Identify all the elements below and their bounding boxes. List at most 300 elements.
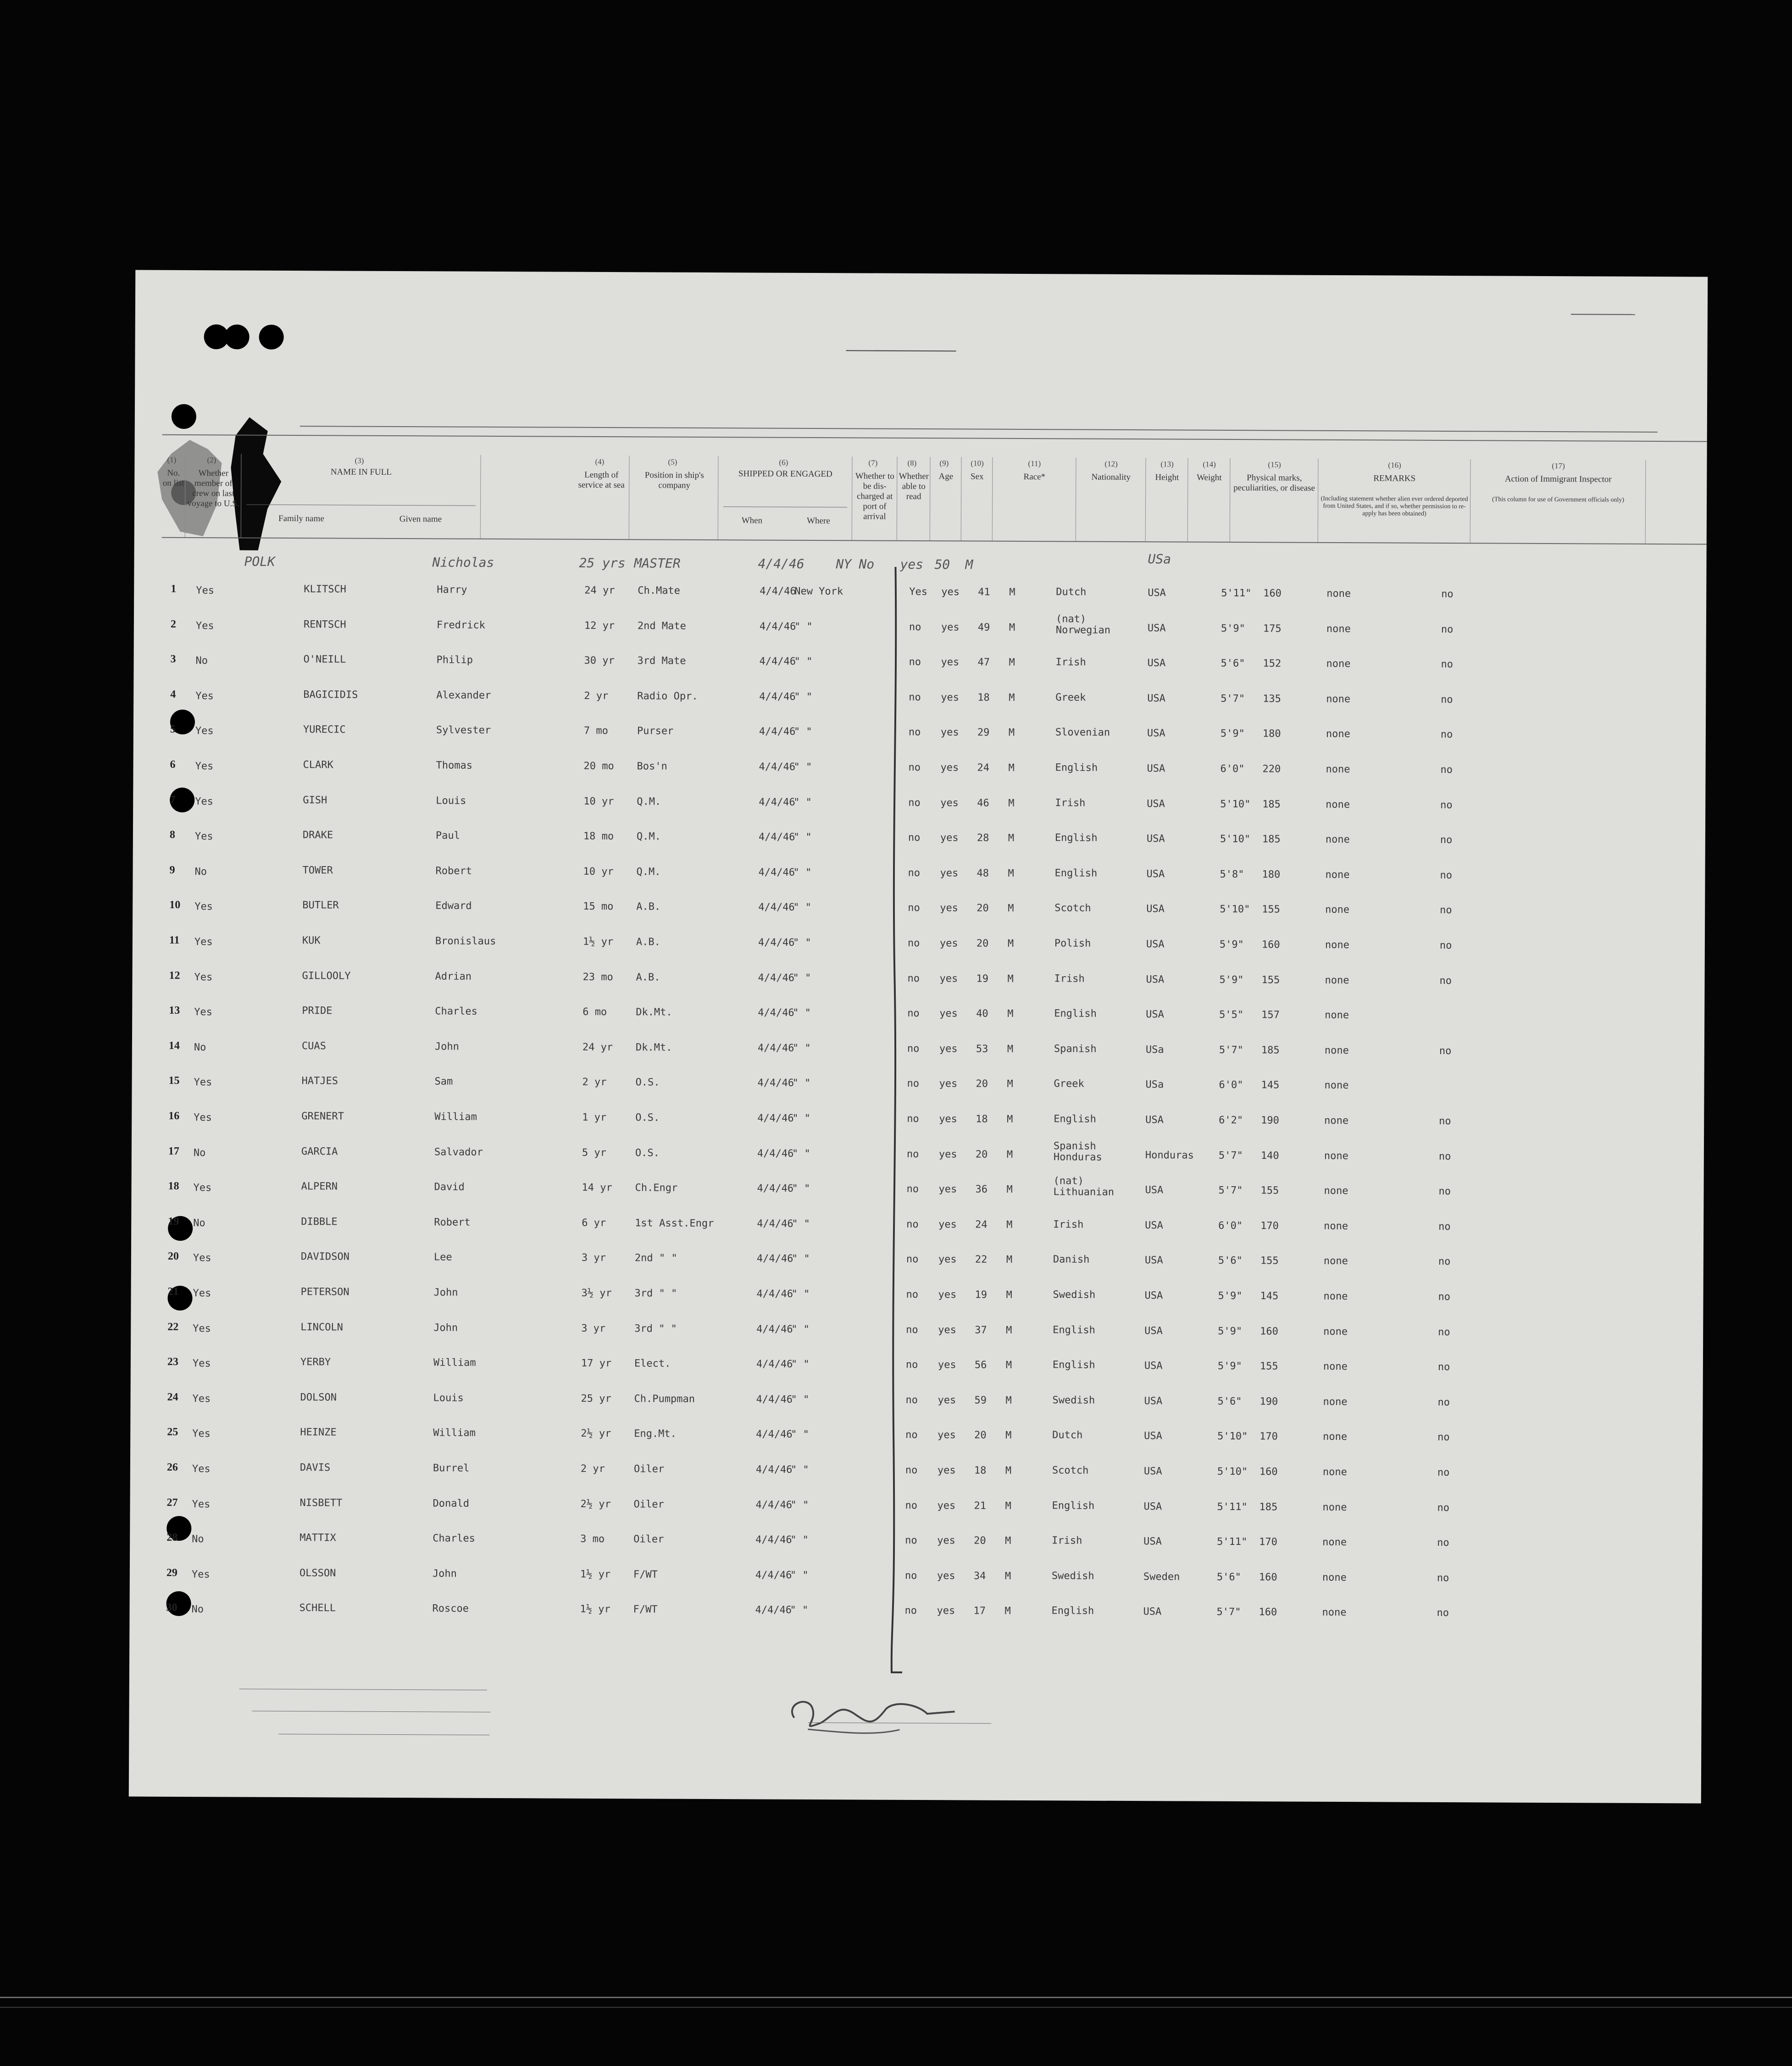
shipped-when: 4/4/46 [757,1218,793,1230]
given-name: Roscoe [432,1603,469,1615]
remarks: no [1440,834,1453,846]
discharged: no [908,761,921,774]
position: O.S. [635,1112,660,1124]
nationality: USA [1146,1009,1165,1021]
nationality: USA [1143,1501,1162,1513]
position: Q.M. [636,866,661,878]
race: Danish [1053,1254,1090,1266]
length-of-service: 24 yr [582,1041,613,1054]
weight: 160 [1259,1572,1277,1583]
physical-marks: none [1326,763,1350,776]
able-to-read: yes [939,1008,958,1020]
shipped-where: " " [792,1077,811,1089]
age: 36 [975,1183,988,1195]
remarks: no [1438,1291,1451,1303]
physical-marks: none [1325,833,1350,846]
remarks: no [1438,1326,1450,1338]
physical-marks: none [1322,1501,1347,1514]
weight: 180 [1262,869,1281,881]
family-name: PETERSON [300,1286,350,1298]
column-header: Action of Immigrant Inspector [1504,474,1612,484]
shipped-where: " " [793,866,812,878]
nationality: USA [1148,587,1166,599]
crew-last-voyage: Yes [195,725,214,737]
remarks: no [1440,869,1453,882]
physical-marks: none [1325,869,1350,881]
length-of-service: 17 yr [581,1357,612,1370]
physical-marks: none [1323,1431,1348,1443]
given-name: Alexander [436,689,491,701]
given-name: John [433,1322,458,1334]
position: 1st Asst.Engr [635,1217,714,1230]
film-stripe [0,1997,1792,1998]
weight: 190 [1261,1115,1280,1127]
age: 19 [975,1289,988,1301]
physical-marks: none [1324,1150,1348,1162]
discharged: Yes [909,586,928,598]
crew-last-voyage: Yes [191,1569,210,1581]
remarks: no [1441,658,1454,671]
age: 20 [976,1078,988,1090]
shipped-where: " " [793,726,812,738]
shipped-where: " " [793,937,811,949]
nationality: USA [1147,798,1165,810]
shipped-when: 4/4/46 [760,585,796,597]
race: Polish [1054,938,1091,950]
shipped-when: 4/4/46 [758,831,795,843]
nationality: USA [1146,833,1165,845]
position: Radio Opr. [637,690,698,702]
row-number: 14 [168,1039,180,1052]
length-of-service: 25 yr [581,1393,611,1405]
sex: M [1008,797,1015,809]
sex: M [1008,902,1014,914]
height: 5'10" [1217,1466,1248,1478]
length-of-service: 1½ yr [580,1603,610,1616]
shipped-where: " " [791,1394,810,1405]
family-name: TOWER [302,865,333,877]
nationality: USA [1144,1430,1163,1442]
row-number: 6 [170,758,176,771]
given-name: Fredrick [436,619,485,631]
weight: 175 [1263,623,1282,635]
given-name: William [433,1357,476,1369]
discharged: no [907,937,920,950]
row-number: 26 [166,1461,178,1473]
height: 5'11" [1217,1536,1248,1548]
row-number: 17 [168,1145,179,1157]
given-name: Donald [433,1498,470,1510]
nationality: USA [1144,1325,1163,1337]
race: English [1052,1359,1095,1371]
able-to-read: yes [938,1394,956,1406]
shipped-when: 4/4/46 [757,1183,794,1194]
discharged: no [905,1500,918,1512]
position: F/WT [633,1569,658,1581]
race: Irish [1055,656,1086,668]
shipped-when: 4/4/46 [756,1288,793,1300]
physical-marks: none [1323,1396,1348,1408]
race: English [1051,1605,1094,1617]
family-name: DRAKE [302,829,333,841]
remarks: no [1440,764,1453,776]
given-name: John [434,1041,459,1053]
column-divider [930,457,931,540]
column-divider [1230,458,1231,542]
column-number: (14) [1203,460,1216,469]
length-of-service: 3 yr [581,1322,606,1335]
discharged: no [909,656,921,668]
length-of-service: 1 yr [582,1111,607,1124]
row-number: 4 [170,688,176,700]
weight: 190 [1259,1396,1278,1408]
shipped-where: " " [791,1288,810,1300]
discharged: no [906,1288,919,1301]
height: 5'11" [1217,1501,1248,1513]
column-divider [992,457,993,541]
sex: M [1008,762,1015,774]
race: Swedish [1051,1570,1094,1582]
discharged: no [904,1605,917,1616]
physical-marks: none [1325,939,1349,951]
family-name: YURECIC [303,724,346,736]
age: 53 [976,1043,988,1055]
column-divider [718,456,719,539]
given-name: Robert [434,1216,471,1228]
physical-marks: none [1326,623,1351,635]
sex: M [1008,832,1015,844]
given-name: Bronislaus [435,935,496,947]
line-rule [239,1689,487,1690]
shipped-where: " " [793,831,812,843]
able-to-read: yes [938,1359,956,1371]
discharged: no [905,1394,918,1406]
remarks: no [1437,1572,1449,1584]
row-number: 5 [170,723,176,735]
weight: 157 [1261,1009,1280,1021]
shipped-where: " " [792,1112,811,1124]
column-header-note: (Including statement whether alien ever ordered deported from United States, and if so, whether permission to re-apply has been obtained) [1320,495,1468,517]
height: 6'0" [1219,1079,1243,1091]
family-name: OLSSON [299,1567,336,1579]
position: Dk.Mt. [636,1006,672,1018]
able-to-read: yes [937,1535,956,1547]
shipped-when: 4/4/46 [757,1042,794,1054]
position: 3rd " " [634,1323,677,1335]
crew-last-voyage: No [193,1217,205,1229]
column-header: Physical marks, peculiarities, or disease [1233,473,1315,493]
position: Ch.Mate [638,585,681,597]
crew-last-voyage: Yes [195,620,214,632]
height: 5'9" [1219,939,1244,951]
crew-last-voyage: Yes [192,1499,211,1511]
physical-marks: none [1324,1185,1348,1197]
given-name: Burrel [433,1462,470,1474]
race: Dutch [1052,1429,1083,1441]
column-header: REMARKS [1373,473,1416,483]
height: 5'9" [1218,1290,1243,1302]
length-of-service: 23 mo [583,971,613,983]
nationality: Honduras [1145,1150,1194,1161]
inspector-signature [780,1686,982,1742]
age: 28 [976,832,989,844]
sex: M [1005,1465,1012,1477]
discharged: no [906,1183,919,1195]
shipped-where: " " [790,1534,809,1546]
discharged: no [907,1043,920,1055]
crew-last-voyage: Yes [192,1393,211,1405]
physical-marks: none [1323,1326,1348,1338]
discharged: no [905,1429,918,1441]
family-name: DAVIS [300,1462,331,1474]
able-to-read: yes [938,1429,956,1441]
sex: M [1009,656,1015,668]
physical-marks: none [1326,658,1351,670]
length-of-service: 3 mo [580,1533,605,1545]
shipped-where: " " [794,655,813,667]
remarks: no [1437,1431,1450,1444]
row-number: 29 [166,1566,178,1579]
row-number: 19 [168,1215,179,1227]
master-when: 4/4/46 [758,556,804,572]
weight: 170 [1259,1536,1278,1548]
column-number: (11) [1028,459,1041,468]
discharged: no [907,1113,919,1125]
sex: M [1006,1289,1012,1301]
nationality: USA [1144,1290,1163,1302]
length-of-service: 6 mo [583,1006,607,1018]
age: 34 [973,1570,986,1582]
row-number: 7 [170,794,176,806]
discharged: no [908,867,921,879]
physical-marks: none [1322,1466,1347,1478]
column-divider [1645,460,1646,544]
row-number: 21 [167,1285,179,1298]
sex: M [1006,1219,1013,1231]
column-subheader: Family name [278,513,324,524]
height: 5'7" [1216,1606,1241,1618]
able-to-read: yes [937,1500,956,1512]
master-nationality: USa [1148,551,1171,567]
able-to-read: yes [938,1254,957,1266]
race: Dutch [1056,586,1087,598]
master-where: NY [836,556,852,572]
discharged: no [904,1570,917,1582]
row-number: 22 [167,1321,179,1333]
weight: 220 [1262,763,1281,775]
column-number: (8) [907,458,917,467]
given-name: John [432,1568,457,1580]
sex: M [1008,727,1015,739]
able-to-read: yes [939,1078,958,1090]
age: 20 [976,938,989,950]
shipped-when: 4/4/46 [759,796,795,808]
age: 40 [976,1008,988,1020]
column-header: Whether able to read [899,471,929,502]
height: 5'6" [1221,657,1245,670]
sex: M [1005,1500,1011,1512]
discharge-column-pen-line [882,567,910,1677]
weight: 160 [1261,939,1280,951]
given-name: Philip [436,654,473,666]
height: 5'7" [1218,1150,1243,1162]
master-service: 25 yrs [579,555,626,571]
discharged: no [908,902,920,914]
shipped-when: 4/4/46 [759,726,796,738]
nationality: USA [1144,1360,1163,1372]
sex: M [1004,1605,1011,1617]
sex: M [1008,867,1014,879]
crew-last-voyage: Yes [192,1358,211,1370]
column-divider [1145,458,1146,541]
shipped-when: 4/4/46 [759,655,796,667]
column-header: Race* [1023,472,1046,482]
race: English [1055,762,1098,774]
column-number: (4) [595,457,605,467]
sex: M [1005,1394,1012,1406]
race: English [1054,1008,1097,1020]
row-number: 2 [170,618,176,630]
position: Q.M. [636,831,661,843]
race: (nat) Lithuanian [1053,1175,1115,1198]
weight: 135 [1263,693,1282,705]
shore-leave-remark [1478,1559,1689,1560]
remarks: no [1440,904,1452,916]
nationality: USA [1147,622,1166,634]
physical-marks: none [1323,1361,1348,1373]
weight: 170 [1260,1220,1279,1232]
master-age: 50 [934,557,950,572]
able-to-read: yes [939,1113,958,1125]
row-number: 3 [170,653,176,665]
remarks: no [1438,1150,1451,1163]
given-name: Sylvester [436,724,491,736]
sex: M [1004,1570,1011,1582]
remarks: no [1440,799,1453,811]
family-name: KLITSCH [304,583,347,595]
position: A.B. [636,972,660,983]
row-number: 10 [169,899,181,911]
shipped-where: " " [792,1183,810,1194]
physical-marks: none [1326,799,1350,811]
nationality: USA [1143,1536,1162,1548]
master-discharged: No [859,556,875,572]
discharged: no [906,1148,919,1161]
physical-marks: none [1326,728,1350,740]
age: 56 [974,1359,987,1371]
row-number: 9 [169,864,175,876]
physical-marks: none [1324,1044,1349,1057]
race: Irish [1054,973,1085,985]
shipped-when: 4/4/46 [756,1428,793,1440]
race: English [1054,1113,1096,1125]
able-to-read: yes [938,1219,957,1231]
page-title [135,314,1708,321]
column-header: NAME IN FULL [330,467,392,477]
length-of-service: 2 yr [582,1076,607,1089]
crew-last-voyage: Yes [193,1182,212,1194]
shipped-where: " " [790,1604,809,1616]
age: 24 [975,1219,988,1231]
family-name: RENTSCH [303,619,346,631]
age: 19 [976,973,989,985]
shipped-when: 4/4/46 [757,1077,794,1089]
shipped-when: 4/4/46 [755,1604,792,1616]
crew-last-voyage: No [193,1147,206,1159]
crew-last-voyage: Yes [194,1077,212,1089]
length-of-service: 2 yr [580,1463,605,1475]
age: 48 [976,867,989,879]
nationality: USA [1145,1184,1164,1196]
age: 20 [976,902,989,914]
family-name: NISBETT [300,1497,343,1509]
sex: M [1007,938,1014,950]
given-name: Louis [436,795,466,807]
height: 5'10" [1220,903,1250,916]
sex: M [1007,1078,1013,1090]
shipped-when: 4/4/46 [755,1464,793,1476]
given-name: William [433,1427,476,1439]
sex: M [1009,692,1015,704]
family-name: CLARK [303,759,333,771]
punch-hole [225,324,250,349]
shipped-where: " " [794,621,813,633]
given-name: Adrian [435,971,472,983]
age: 20 [974,1429,987,1441]
crew-last-voyage: Yes [194,1112,212,1124]
position: Oiler [633,1533,664,1545]
position: F/WT [633,1604,658,1616]
shipped-when: 4/4/46 [755,1499,793,1511]
remarks: no [1440,728,1453,741]
manifest-page [129,270,1708,1804]
position: Oiler [633,1463,665,1475]
shipped-where: " " [791,1323,810,1335]
crew-last-voyage: Yes [196,585,215,597]
family-name: GISH [303,794,327,806]
shipped-where: " " [792,1218,810,1230]
weight: 160 [1263,588,1282,600]
family-name: YERBY [300,1356,331,1368]
discharged: no [906,1324,918,1336]
discharged: no [908,797,921,809]
position: 3rd " " [634,1288,677,1300]
age: 18 [974,1465,987,1477]
crew-last-voyage: Yes [194,901,213,913]
able-to-read: yes [938,1289,957,1301]
position: Oiler [633,1499,664,1511]
column-number: (16) [1388,461,1401,470]
age: 18 [977,692,990,704]
weight: 155 [1260,1255,1279,1267]
crew-last-voyage: No [194,1042,206,1054]
crew-last-voyage: Yes [195,761,214,772]
family-name: PRIDE [302,1005,333,1017]
position: Dk.Mt. [635,1042,672,1054]
crew-last-voyage: Yes [192,1428,211,1440]
height: 5'9" [1218,1325,1243,1338]
physical-marks: none [1322,1606,1347,1619]
family-name: DAVIDSON [300,1251,350,1263]
length-of-service: 10 yr [583,866,614,878]
sex: M [1006,1183,1013,1195]
height: 5'11" [1221,587,1252,600]
shipped-when: 4/4/46 [759,761,796,773]
given-name: Charles [435,1005,478,1017]
nationality: Sweden [1143,1571,1180,1583]
length-of-service: 6 yr [582,1217,606,1229]
family-name: O'NEILL [303,654,346,666]
